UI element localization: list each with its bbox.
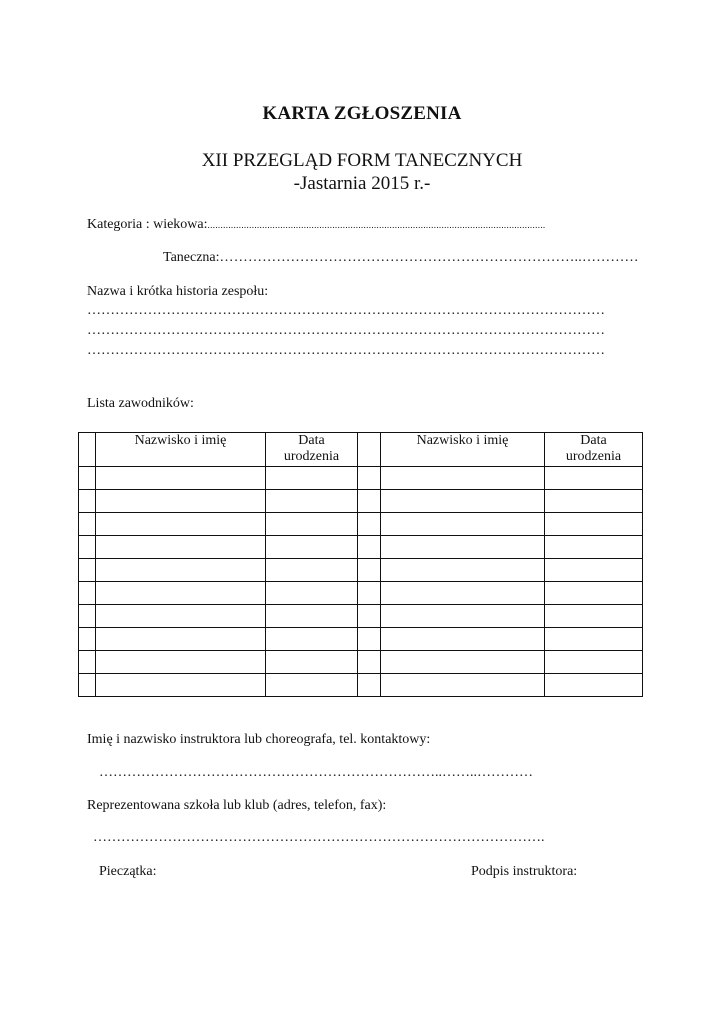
roster-cell-no-1[interactable] [79, 674, 96, 697]
roster-header-no-1 [79, 433, 96, 467]
team-history-field-2[interactable]: ………………………………………………………………………………………………… [87, 323, 605, 338]
roster-row [79, 674, 643, 697]
team-history-field-3[interactable]: ………………………………………………………………………………………………… [87, 343, 605, 358]
school-label: Reprezentowana szkoła lub klub (adres, telefon, fax): [87, 798, 387, 813]
roster-cell-no-1[interactable] [79, 513, 96, 536]
roster-cell-name-2[interactable] [381, 651, 545, 674]
roster-cell-name-2[interactable] [381, 628, 545, 651]
event-title: XII PRZEGLĄD FORM TANECZNYCH [201, 150, 523, 171]
roster-cell-date-2[interactable] [545, 536, 643, 559]
instructor-label: Imię i nazwisko instruktora lub choreografa, tel. kontaktowy: [87, 732, 431, 747]
roster-header-row [79, 433, 643, 467]
category-age-label: Kategoria : wiekowa: [87, 217, 208, 232]
roster-cell-no-2[interactable] [358, 674, 381, 697]
roster-row [79, 513, 643, 536]
roster-cell-date-2[interactable] [545, 490, 643, 513]
team-label: Nazwa i krótka historia zespołu: [87, 284, 269, 299]
roster-cell-no-2[interactable] [358, 559, 381, 582]
roster-cell-date-1[interactable] [266, 628, 358, 651]
form-title: KARTA ZGŁOSZENIA [262, 103, 462, 124]
roster-cell-date-1[interactable] [266, 536, 358, 559]
roster-cell-date-2[interactable] [545, 674, 643, 697]
category-age-field[interactable]: .................................................................................................................................. [207, 220, 546, 230]
roster-cell-no-2[interactable] [358, 605, 381, 628]
roster-cell-name-1[interactable] [96, 651, 266, 674]
category-age-line [87, 217, 546, 233]
roster-cell-date-1[interactable] [266, 490, 358, 513]
roster-cell-name-1[interactable] [96, 674, 266, 697]
roster-cell-name-1[interactable] [96, 582, 266, 605]
roster-row [79, 605, 643, 628]
roster-header-date-2: Data urodzenia [545, 433, 643, 467]
roster-cell-name-2[interactable] [381, 582, 545, 605]
category-dance-label: Taneczna: [163, 250, 220, 265]
roster-row [79, 559, 643, 582]
roster-cell-no-2[interactable] [358, 628, 381, 651]
roster-row [79, 582, 643, 605]
roster-cell-date-1[interactable] [266, 651, 358, 674]
roster-cell-no-2[interactable] [358, 536, 381, 559]
roster-header-no-2 [358, 433, 381, 467]
roster-cell-date-1[interactable] [266, 674, 358, 697]
roster-cell-no-2[interactable] [358, 513, 381, 536]
roster-cell-name-1[interactable] [96, 490, 266, 513]
roster-table [78, 432, 643, 697]
roster-cell-name-1[interactable] [96, 536, 266, 559]
school-field[interactable]: ……………………………………………………………………………………. [93, 830, 545, 845]
roster-cell-date-2[interactable] [545, 467, 643, 490]
category-dance-line [163, 250, 639, 266]
roster-cell-date-2[interactable] [545, 605, 643, 628]
roster-cell-name-1[interactable] [96, 467, 266, 490]
roster-cell-date-2[interactable] [545, 582, 643, 605]
roster-cell-date-1[interactable] [266, 582, 358, 605]
roster-cell-no-1[interactable] [79, 651, 96, 674]
roster-cell-no-1[interactable] [79, 559, 96, 582]
roster-cell-date-1[interactable] [266, 559, 358, 582]
roster-label: Lista zawodników: [87, 396, 194, 411]
roster-cell-no-2[interactable] [358, 651, 381, 674]
roster-cell-name-2[interactable] [381, 467, 545, 490]
roster-cell-date-1[interactable] [266, 513, 358, 536]
event-location-year: -Jastarnia 2015 r.- [293, 173, 431, 194]
instructor-field[interactable]: ………………………………………………………………..……..………… [99, 765, 533, 780]
roster-header-name-2: Nazwisko i imię [381, 433, 545, 467]
roster-cell-name-2[interactable] [381, 559, 545, 582]
roster-cell-name-2[interactable] [381, 605, 545, 628]
roster-header-name-1: Nazwisko i imię [96, 433, 266, 467]
roster-cell-name-1[interactable] [96, 513, 266, 536]
roster-cell-no-1[interactable] [79, 536, 96, 559]
roster-cell-name-1[interactable] [96, 559, 266, 582]
roster-row [79, 467, 643, 490]
roster-cell-no-1[interactable] [79, 490, 96, 513]
roster-cell-no-1[interactable] [79, 605, 96, 628]
roster-cell-no-1[interactable] [79, 582, 96, 605]
instructor-signature-label: Podpis instruktora: [471, 864, 578, 879]
roster-cell-no-2[interactable] [358, 582, 381, 605]
roster-cell-name-1[interactable] [96, 605, 266, 628]
roster-cell-date-1[interactable] [266, 467, 358, 490]
roster-cell-date-2[interactable] [545, 651, 643, 674]
roster-row [79, 651, 643, 674]
roster-row [79, 490, 643, 513]
stamp-label: Pieczątka: [99, 864, 157, 879]
roster-header-date-1: Data urodzenia [266, 433, 358, 467]
roster-cell-name-2[interactable] [381, 674, 545, 697]
category-dance-field[interactable]: …………………………………………………………………..………… [219, 250, 639, 265]
team-history-field-1[interactable]: ………………………………………………………………………………………………… [87, 303, 605, 318]
roster-cell-date-2[interactable] [545, 559, 643, 582]
roster-row [79, 628, 643, 651]
roster-cell-date-1[interactable] [266, 605, 358, 628]
roster-cell-name-2[interactable] [381, 536, 545, 559]
roster-cell-date-2[interactable] [545, 628, 643, 651]
roster-cell-name-2[interactable] [381, 513, 545, 536]
roster-cell-no-1[interactable] [79, 467, 96, 490]
roster-row [79, 536, 643, 559]
roster-cell-no-2[interactable] [358, 467, 381, 490]
roster-cell-name-2[interactable] [381, 490, 545, 513]
roster-cell-name-1[interactable] [96, 628, 266, 651]
roster-cell-date-2[interactable] [545, 513, 643, 536]
roster-cell-no-2[interactable] [358, 490, 381, 513]
roster-cell-no-1[interactable] [79, 628, 96, 651]
